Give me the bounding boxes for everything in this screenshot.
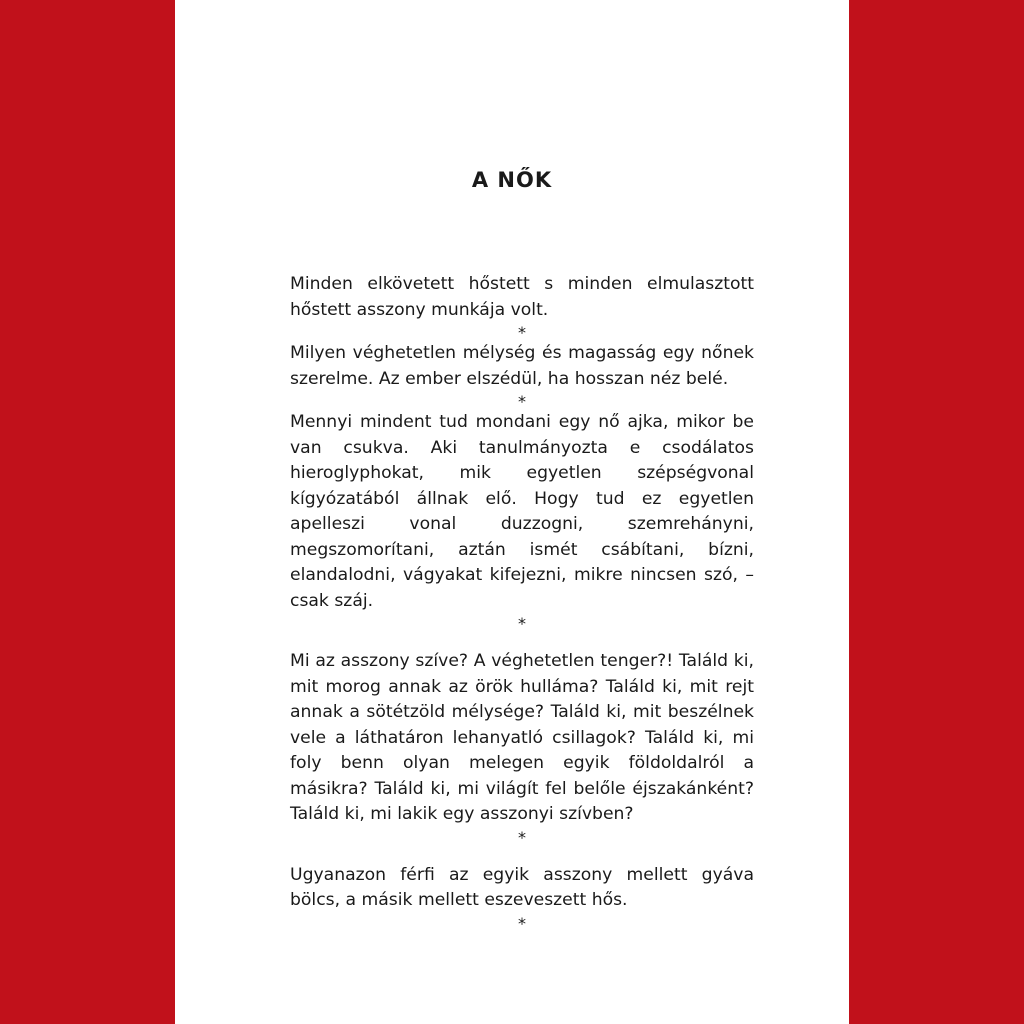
separator-asterisk: *	[518, 323, 526, 342]
separator-asterisk: *	[518, 913, 526, 933]
paragraph-5: Ugyanazon férfi az egyik asszony mellett gyáva bölcs, a másik mellett eszeveszett hős.	[290, 864, 754, 910]
separator-asterisk: *	[518, 392, 526, 411]
page-title: A NŐK	[471, 168, 553, 192]
paragraph-1: Minden elkövetett hőstett s minden elmulasztott hőstett asszony munkája volt.	[290, 274, 754, 320]
paragraph-3: Mennyi mindent tud mondani egy nő ajka, mikor be van csukva. Aki tanulmányozta e csodálatos hieroglyphokat, mik egyetlen szépségvonal kígyózatából állnak elő. Hogy tud ez egyetlen apelleszi vonal duzzogni, szemrehányni, megszomorítani, aztán ismét csábítani, bízni, elandalodni, vágyakat kifejezni, mikre nincsen szó, – csak száj.	[290, 412, 754, 611]
left-red-band	[0, 0, 175, 1024]
book-page	[175, 0, 849, 1024]
paragraph-4: Mi az asszony szíve? A véghetetlen tenger?! Találd ki, mit morog annak az örök hulláma? Találd ki, mit rejt annak a sötétzöld mélysége? Találd ki, mit beszélnek vele a láthatáron lehanyatló csillagok? Találd ki, mi foly benn olyan melegen egyik földoldalról a másikra? Találd ki, mi világít fel belőle éjszakánként? Találd ki, mi lakik egy asszonyi szívben?	[290, 651, 754, 824]
separator-asterisk: *	[518, 614, 526, 633]
right-red-band	[849, 0, 1024, 1024]
paragraph-2: Milyen véghetetlen mélység és magasság egy nőnek szerelme. Az ember elszédül, ha hosszan néz belé.	[290, 343, 754, 389]
separator-asterisk: *	[518, 827, 526, 847]
page-body	[290, 272, 754, 932]
